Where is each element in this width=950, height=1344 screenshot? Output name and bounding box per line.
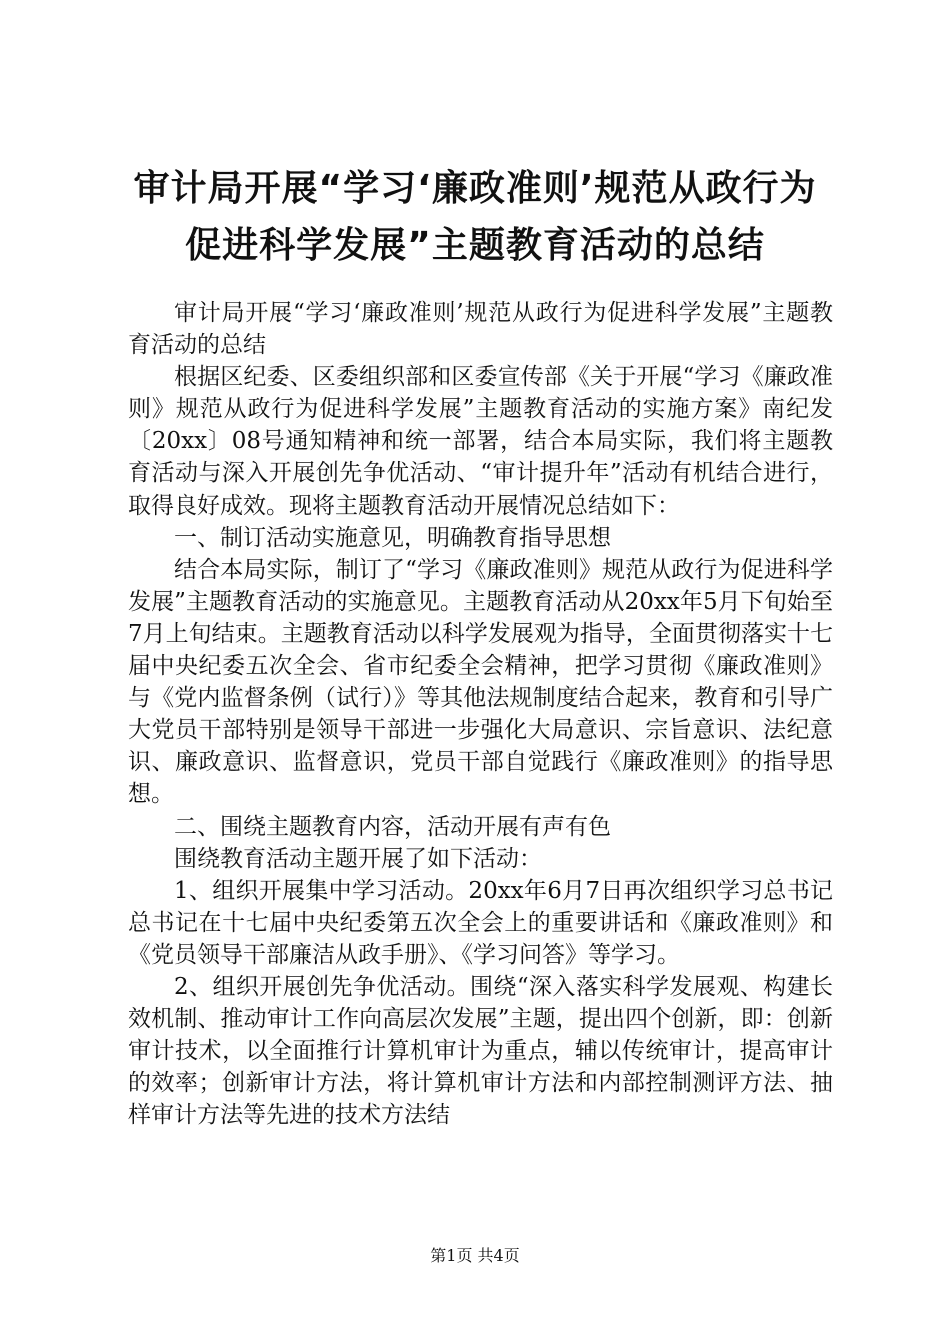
section-heading-1: 一、制订活动实施意见，明确教育指导思想 — [174, 524, 611, 551]
paragraph-repeat-title: 审计局开展“学习‘廉政准则’规范从政行为促进科学发展”主题教育活动的总结 — [128, 300, 833, 359]
title-line-1: 审计局开展“学习‘廉政准则’规范从政行为 — [133, 168, 817, 209]
paragraph-activities-intro: 围绕教育活动主题开展了如下活动： — [174, 845, 542, 872]
paragraph-intro: 根据区纪委、区委组织部和区委宣传部《关于开展“学习《廉政准则》规范从政行为促进科学发展”主题教育活动的实施方案》南纪发〔20xx〕08号通知精神和统一部署，结合本局实际，我们将主题教育活动与深入开展创先争优活动、“审计提升年”活动有机结合进行，取得良好成效。现将主题教育活动开展情况总结如下： — [128, 364, 833, 519]
document-title — [90, 160, 860, 274]
paragraph-section-1: 结合本局实际，制订了“学习《廉政准则》规范从政行为促进科学发展”主题教育活动的实施意见。主题教育活动从20xx年5月下旬始至7月上旬结束。主题教育活动以科学发展观为指导，全面贯彻落实十七届中央纪委五次全会、省市纪委全会精神，把学习贯彻《廉政准则》与《党内监督条例（试行）》等其他法规制度结合起来，教育和引导广大党员干部特别是领导干部进一步强化大局意识、宗旨意识、法纪意识、廉政意识、监督意识，党员干部自觉践行《廉政准则》的指导思想。 — [128, 556, 833, 808]
paragraph-activity-1: 1、组织开展集中学习活动。20xx年6月7日再次组织学习总书记总书记在十七届中央纪委第五次全会上的重要讲话和《廉政准则》和《党员领导干部廉洁从政手册》、《学习问答》等学习。 — [128, 877, 833, 968]
title-line-2: 促进科学发展”主题教育活动的总结 — [185, 225, 765, 266]
page-footer: 第1页 共4页 — [430, 1246, 520, 1265]
section-heading-2: 二、围绕主题教育内容，活动开展有声有色 — [174, 813, 611, 840]
paragraph-activity-2: 2、组织开展创先争优活动。围绕“深入落实科学发展观、构建长效机制、推动审计工作向高层次发展”主题，提出四个创新，即：创新审计技术，以全面推行计算机审计为重点，辅以传统审计，提高审计的效率；创新审计方法，将计算机审计方法和内部控制测评方法、抽样审计方法等先进的技术方法结 — [128, 973, 833, 1129]
document-body — [128, 297, 833, 1131]
